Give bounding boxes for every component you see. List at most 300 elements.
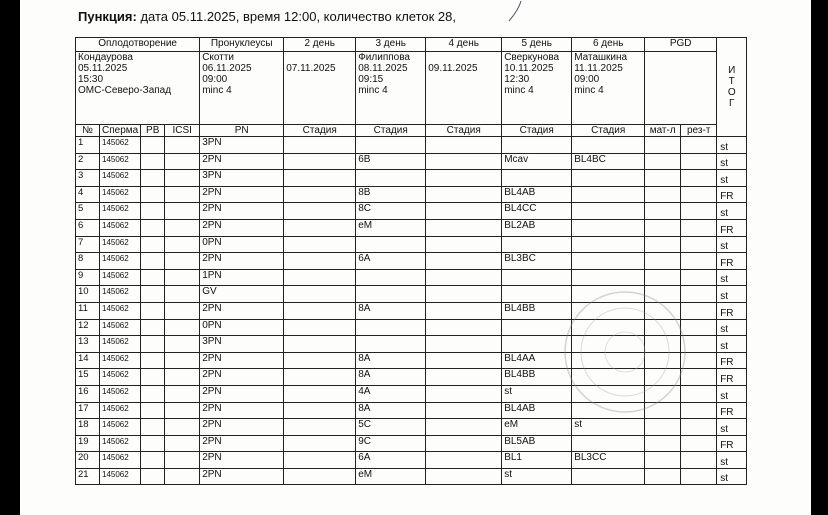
info-line: 09:00 [574, 74, 600, 85]
day3-stage: 8A [356, 402, 426, 419]
pb-cell [141, 286, 165, 303]
pgd-result [681, 286, 717, 303]
info-line: Филиппова [358, 52, 410, 63]
col-stage-d2: Стадия [284, 125, 356, 137]
row-number: 8 [76, 253, 100, 270]
day2-stage [284, 435, 356, 452]
info-line: minc 4 [504, 85, 534, 96]
pb-cell [141, 435, 165, 452]
day6-stage [572, 435, 645, 452]
itog-result: st [717, 336, 747, 353]
icsi-cell [165, 468, 200, 485]
day4-stage [426, 452, 502, 469]
pgd-material [645, 302, 681, 319]
header-day5: 5 день [502, 38, 572, 52]
day6-stage [572, 286, 645, 303]
itog-letter: И [728, 65, 736, 76]
pb-cell [141, 319, 165, 336]
day5-stage: BL4AA [502, 352, 572, 369]
day2-stage [284, 203, 356, 220]
itog-result: FR [717, 186, 747, 203]
pb-cell [141, 468, 165, 485]
sperm-id: 145062 [100, 286, 141, 303]
pb-cell [141, 186, 165, 203]
day3-stage: 6A [356, 253, 426, 270]
day2-stage [284, 336, 356, 353]
info-line: Скотти [202, 52, 234, 63]
day5-stage [502, 336, 572, 353]
sperm-id: 145062 [100, 468, 141, 485]
info-line: 09.11.2025 [428, 63, 478, 74]
day3-stage: 5C [356, 419, 426, 436]
row-number: 6 [76, 219, 100, 236]
icsi-cell [165, 137, 200, 154]
pgd-material [645, 319, 681, 336]
pgd-result [681, 336, 717, 353]
day4-stage [426, 253, 502, 270]
day5-stage: BL4AB [502, 402, 572, 419]
icsi-cell [165, 286, 200, 303]
day2-stage [284, 153, 356, 170]
row-number: 2 [76, 153, 100, 170]
table-row [76, 236, 747, 253]
day2-stage [284, 302, 356, 319]
sperm-id: 145062 [100, 302, 141, 319]
pgd-result [681, 302, 717, 319]
info-line: Маташкина [574, 52, 628, 63]
day4-stage [426, 385, 502, 402]
pn-cell: 0PN [200, 319, 284, 336]
day5-stage: BL5AB [502, 435, 572, 452]
info-line: Сверкунова [504, 52, 560, 63]
itog-result: st [717, 419, 747, 436]
row-number: 5 [76, 203, 100, 220]
pb-cell [141, 203, 165, 220]
header-pronuclei: Пронуклеусы [200, 38, 284, 52]
info-line: 09:15 [358, 74, 384, 85]
pn-cell: 2PN [200, 253, 284, 270]
pn-cell: 3PN [200, 137, 284, 154]
table-row [76, 385, 747, 402]
pn-cell: 2PN [200, 452, 284, 469]
day4-stage [426, 369, 502, 386]
day3-stage [356, 319, 426, 336]
pgd-material [645, 385, 681, 402]
day6-stage [572, 352, 645, 369]
table-row [76, 352, 747, 369]
sperm-id: 145062 [100, 236, 141, 253]
row-number: 1 [76, 137, 100, 154]
day4-stage [426, 170, 502, 187]
pgd-result [681, 203, 717, 220]
day3-stage: 6B [356, 153, 426, 170]
pb-cell [141, 336, 165, 353]
pgd-material [645, 468, 681, 485]
info-line: 12:30 [504, 74, 530, 85]
pgd-result [681, 219, 717, 236]
row-number: 18 [76, 419, 100, 436]
icsi-cell [165, 153, 200, 170]
day2-stage [284, 402, 356, 419]
info-line [428, 52, 499, 63]
icsi-cell [165, 269, 200, 286]
row-number: 16 [76, 385, 100, 402]
day4-stage [426, 186, 502, 203]
itog-result: FR [717, 352, 747, 369]
pb-cell [141, 170, 165, 187]
table-row [76, 286, 747, 303]
table-row [76, 269, 747, 286]
row-number: 17 [76, 402, 100, 419]
row-number: 11 [76, 302, 100, 319]
col-stage-d4: Стадия [426, 125, 502, 137]
day6-stage [572, 385, 645, 402]
pb-cell [141, 452, 165, 469]
day5-stage: BL4CC [502, 203, 572, 220]
itog-result: st [717, 468, 747, 485]
header-day4: 4 день [426, 38, 502, 52]
day4-stage [426, 153, 502, 170]
icsi-cell [165, 452, 200, 469]
day4-stage [426, 286, 502, 303]
info-fertilization [76, 52, 200, 125]
info-pronuclei [200, 52, 284, 125]
day3-stage [356, 269, 426, 286]
itog-result: FR [717, 435, 747, 452]
day3-stage: 8A [356, 302, 426, 319]
info-line: 08.11.2025 [358, 63, 408, 74]
pb-cell [141, 419, 165, 436]
info-line: minc 4 [574, 85, 604, 96]
pb-cell [141, 253, 165, 270]
itog-result: st [717, 137, 747, 154]
itog-result: FR [717, 219, 747, 236]
icsi-cell [165, 236, 200, 253]
row-number: 15 [76, 369, 100, 386]
day2-stage [284, 385, 356, 402]
pn-cell: 2PN [200, 302, 284, 319]
info-line: ОМС-Северо-Запад [78, 85, 172, 96]
table-row [76, 369, 747, 386]
table-row [76, 186, 747, 203]
row-number: 21 [76, 468, 100, 485]
day2-stage [284, 170, 356, 187]
pb-cell [141, 369, 165, 386]
info-line: 06.11.2025 [202, 63, 252, 74]
day3-stage [356, 170, 426, 187]
day3-stage [356, 286, 426, 303]
pn-cell: 2PN [200, 419, 284, 436]
row-number: 7 [76, 236, 100, 253]
itog-result: FR [717, 253, 747, 270]
sperm-id: 145062 [100, 153, 141, 170]
pgd-material [645, 452, 681, 469]
col-material: мат-л [645, 125, 681, 137]
day4-stage [426, 419, 502, 436]
table-row [76, 253, 747, 270]
pgd-result [681, 419, 717, 436]
info-line: 11.11.2025 [574, 63, 623, 74]
pb-cell [141, 269, 165, 286]
info-pgd [645, 52, 717, 125]
info-line: Кондаурова [78, 52, 133, 63]
day2-stage [284, 352, 356, 369]
day5-stage: BL2AB [502, 219, 572, 236]
pb-cell [141, 219, 165, 236]
day6-stage [572, 137, 645, 154]
day5-stage: st [502, 385, 572, 402]
col-pn: PN [200, 125, 284, 137]
day3-stage: 9C [356, 435, 426, 452]
sperm-id: 145062 [100, 352, 141, 369]
pgd-material [645, 253, 681, 270]
pgd-material [645, 236, 681, 253]
col-pb: PB [141, 125, 165, 137]
title-prefix: Пункция: [78, 9, 137, 24]
pb-cell [141, 153, 165, 170]
pgd-result [681, 170, 717, 187]
info-row [76, 52, 747, 125]
sperm-id: 145062 [100, 253, 141, 270]
day2-stage [284, 468, 356, 485]
day6-stage [572, 269, 645, 286]
table-row [76, 170, 747, 187]
day5-stage: Mcav [502, 153, 572, 170]
day4-stage [426, 336, 502, 353]
pgd-material [645, 137, 681, 154]
pn-cell: 2PN [200, 435, 284, 452]
day3-stage: eM [356, 219, 426, 236]
icsi-cell [165, 352, 200, 369]
sperm-id: 145062 [100, 219, 141, 236]
day6-stage: st [572, 419, 645, 436]
pn-cell: 2PN [200, 186, 284, 203]
icsi-cell [165, 186, 200, 203]
col-result: рез-т [681, 125, 717, 137]
row-number: 20 [76, 452, 100, 469]
day2-stage [284, 369, 356, 386]
row-number: 19 [76, 435, 100, 452]
col-icsi: ICSI [165, 125, 200, 137]
row-number: 4 [76, 186, 100, 203]
itog-result: st [717, 236, 747, 253]
header-fertilization: Оплодотворение [76, 38, 200, 52]
info-day5 [502, 52, 572, 125]
table-row [76, 336, 747, 353]
pgd-result [681, 435, 717, 452]
row-number: 12 [76, 319, 100, 336]
info-line: minc 4 [358, 85, 388, 96]
day6-stage [572, 336, 645, 353]
info-line: 07.11.2025 [286, 63, 336, 74]
info-line [286, 52, 353, 63]
day5-stage: eM [502, 419, 572, 436]
day5-stage: BL3BC [502, 253, 572, 270]
icsi-cell [165, 319, 200, 336]
day6-stage [572, 369, 645, 386]
day5-stage: st [502, 468, 572, 485]
day4-stage [426, 203, 502, 220]
itog-letter: Г [728, 98, 735, 109]
col-no: № [76, 125, 100, 137]
row-number: 9 [76, 269, 100, 286]
info-day4 [426, 52, 502, 125]
pn-cell: GV [200, 286, 284, 303]
header-day6: 6 день [572, 38, 645, 52]
pgd-material [645, 336, 681, 353]
pn-cell: 2PN [200, 468, 284, 485]
pgd-material [645, 170, 681, 187]
sperm-id: 145062 [100, 402, 141, 419]
sperm-id: 145062 [100, 369, 141, 386]
pn-cell: 1PN [200, 269, 284, 286]
day6-stage [572, 219, 645, 236]
sperm-id: 145062 [100, 419, 141, 436]
info-line: 10.11.2025 [504, 63, 554, 74]
column-header-row [76, 125, 747, 137]
itog-letter: Т [728, 76, 735, 87]
day6-stage [572, 170, 645, 187]
itog-result: st [717, 286, 747, 303]
day2-stage [284, 269, 356, 286]
icsi-cell [165, 336, 200, 353]
info-line: 05.11.2025 [78, 63, 128, 74]
table-row [76, 137, 747, 154]
itog-result: st [717, 269, 747, 286]
info-line: 15:30 [78, 74, 104, 85]
header-itog [717, 38, 747, 137]
itog-letter: О [727, 87, 736, 98]
sperm-id: 145062 [100, 137, 141, 154]
pgd-result [681, 236, 717, 253]
pb-cell [141, 236, 165, 253]
itog-result: st [717, 385, 747, 402]
day3-stage [356, 236, 426, 253]
day6-stage [572, 253, 645, 270]
pgd-result [681, 153, 717, 170]
day4-stage [426, 352, 502, 369]
day3-stage: 8B [356, 186, 426, 203]
row-number: 13 [76, 336, 100, 353]
pgd-result [681, 369, 717, 386]
icsi-cell [165, 385, 200, 402]
pb-cell [141, 137, 165, 154]
left-dark-border [0, 0, 20, 515]
pgd-material [645, 402, 681, 419]
pgd-material [645, 352, 681, 369]
table-row [76, 402, 747, 419]
pgd-result [681, 452, 717, 469]
day5-stage [502, 269, 572, 286]
pgd-result [681, 402, 717, 419]
pgd-material [645, 435, 681, 452]
row-number: 3 [76, 170, 100, 187]
day6-stage [572, 203, 645, 220]
pn-cell: 3PN [200, 336, 284, 353]
pgd-result [681, 186, 717, 203]
itog-result: FR [717, 402, 747, 419]
day6-stage [572, 236, 645, 253]
pn-cell: 2PN [200, 402, 284, 419]
sperm-id: 145062 [100, 435, 141, 452]
sperm-id: 145062 [100, 170, 141, 187]
icsi-cell [165, 253, 200, 270]
day6-stage: BL4BC [572, 153, 645, 170]
day5-stage: BL4BB [502, 302, 572, 319]
pgd-result [681, 468, 717, 485]
info-day3 [356, 52, 426, 125]
row-number: 14 [76, 352, 100, 369]
day4-stage [426, 435, 502, 452]
day4-stage [426, 468, 502, 485]
day3-stage [356, 137, 426, 154]
day3-stage: 4A [356, 385, 426, 402]
itog-result: st [717, 170, 747, 187]
pgd-material [645, 419, 681, 436]
sperm-id: 145062 [100, 203, 141, 220]
pn-cell: 3PN [200, 170, 284, 187]
day2-stage [284, 452, 356, 469]
col-stage-d5: Стадия [502, 125, 572, 137]
day3-stage: 8A [356, 352, 426, 369]
day3-stage: 8A [356, 369, 426, 386]
col-sperm: Сперма [100, 125, 141, 137]
info-day2 [284, 52, 356, 125]
header-day2: 2 день [284, 38, 356, 52]
itog-result: st [717, 153, 747, 170]
icsi-cell [165, 419, 200, 436]
pn-cell: 2PN [200, 385, 284, 402]
day6-stage: BL3CC [572, 452, 645, 469]
header-day3: 3 день [356, 38, 426, 52]
day2-stage [284, 137, 356, 154]
day2-stage [284, 253, 356, 270]
itog-result: st [717, 319, 747, 336]
day4-stage [426, 269, 502, 286]
icsi-cell [165, 170, 200, 187]
icsi-cell [165, 219, 200, 236]
itog-result: st [717, 203, 747, 220]
sperm-id: 145062 [100, 186, 141, 203]
table-row [76, 435, 747, 452]
pgd-result [681, 385, 717, 402]
day2-stage [284, 419, 356, 436]
day2-stage [284, 186, 356, 203]
pn-cell: 2PN [200, 369, 284, 386]
pgd-result [681, 253, 717, 270]
table-row [76, 219, 747, 236]
pn-cell: 2PN [200, 352, 284, 369]
day3-stage: 6A [356, 452, 426, 469]
day2-stage [284, 319, 356, 336]
day5-stage [502, 137, 572, 154]
day5-stage [502, 170, 572, 187]
day3-stage: 8C [356, 203, 426, 220]
icsi-cell [165, 203, 200, 220]
pb-cell [141, 302, 165, 319]
icsi-cell [165, 402, 200, 419]
day4-stage [426, 319, 502, 336]
pgd-result [681, 319, 717, 336]
icsi-cell [165, 435, 200, 452]
pn-cell: 2PN [200, 203, 284, 220]
day2-stage [284, 219, 356, 236]
day2-stage [284, 286, 356, 303]
pb-cell [141, 402, 165, 419]
itog-result: st [717, 452, 747, 469]
day5-stage [502, 319, 572, 336]
sperm-id: 145062 [100, 319, 141, 336]
